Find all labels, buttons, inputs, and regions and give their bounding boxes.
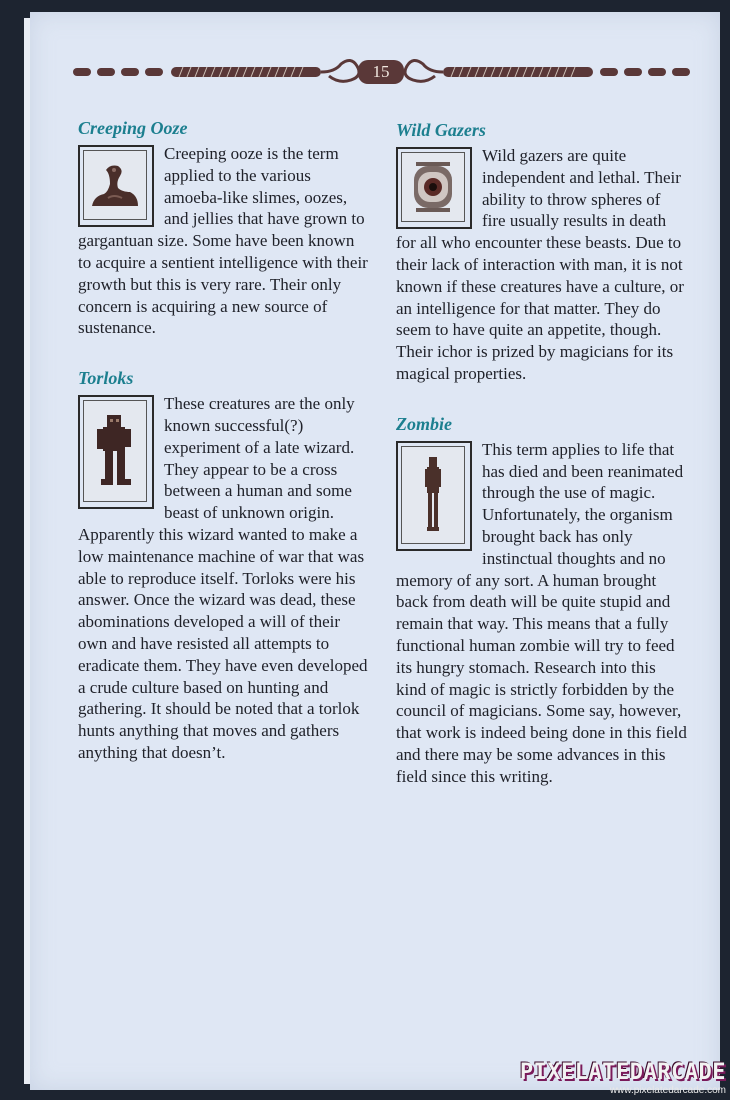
section-body: These creatures are the only known successful(?) experiment of a late wizard. They appear to be a cross between a human and some beast of unknown origin. Apparently this wizard wanted to make a low maintenance machine of war that was able to reproduce itself. Torloks were his answer. Once the wizard was dead, these abominations developed a will of their own and have resisted all attempts to eradicate them. They have even developed a crude culture based on hunting and gathering. It should be noted that a torlok hunts anything that moves and gathers anything that doesn’t. — [78, 394, 368, 762]
watermark-url: www.pixelatedarcade.com — [609, 1085, 726, 1096]
section-heading: Wild Gazers — [396, 120, 486, 140]
torlok-creature-icon — [95, 413, 135, 489]
ooze-creature-icon — [88, 158, 142, 212]
section-heading: Torloks — [78, 368, 134, 389]
section-body: This term applies to life that has died and been reanimated through the use of magic. Unfortunately, the organism brought back has only instinctual thoughts and no memory of any sort. A human brought back from death will be quite stupid and remain that way. This means that a fully functional human zombie will try to feed its hungry stomach. Research into this kind of magic is strictly forbidden by the council of magicians. Some say, however, that work is indeed being done in this field and there may be some advances in this field since this writing. — [396, 439, 687, 786]
gazer-portrait — [396, 147, 472, 229]
gazer-eye-icon — [408, 160, 458, 214]
torlok-portrait — [78, 395, 154, 509]
section-creeping-ooze — [78, 117, 368, 339]
page-number: 15 — [358, 60, 404, 84]
section-wild-gazers — [396, 119, 688, 385]
ooze-portrait — [78, 145, 154, 227]
section-zombie — [396, 413, 688, 788]
right-column — [396, 119, 688, 816]
left-column — [78, 117, 368, 792]
zombie-figure-icon — [423, 455, 443, 535]
zombie-portrait — [396, 441, 472, 551]
section-body: Wild gazers are quite independent and lethal. Their ability to throw spheres of fire usually results in death for all who encounter these beasts. Due to their lack of interaction with man, it is not known if these creatures have a culture, or an intelligence for that matter. They do seem to have quite an appetite, though. Their ichor is prized by magicians for its magical properties. — [396, 146, 684, 383]
watermark-title: PIXELATEDARCADE — [519, 1060, 726, 1085]
site-watermark — [520, 1060, 726, 1096]
section-body: Creeping ooze is the term applied to the various amoeba-like slimes, oozes, and jellies that have grown to gargantuan size. Some have been known to acquire a sentient intelligence with their growth but this is very rare. Their only concern is acquiring a new source of sustenance. — [78, 144, 368, 338]
section-torloks — [78, 367, 368, 764]
section-heading: Creeping Ooze — [78, 118, 188, 138]
section-heading: Zombie — [396, 413, 452, 434]
